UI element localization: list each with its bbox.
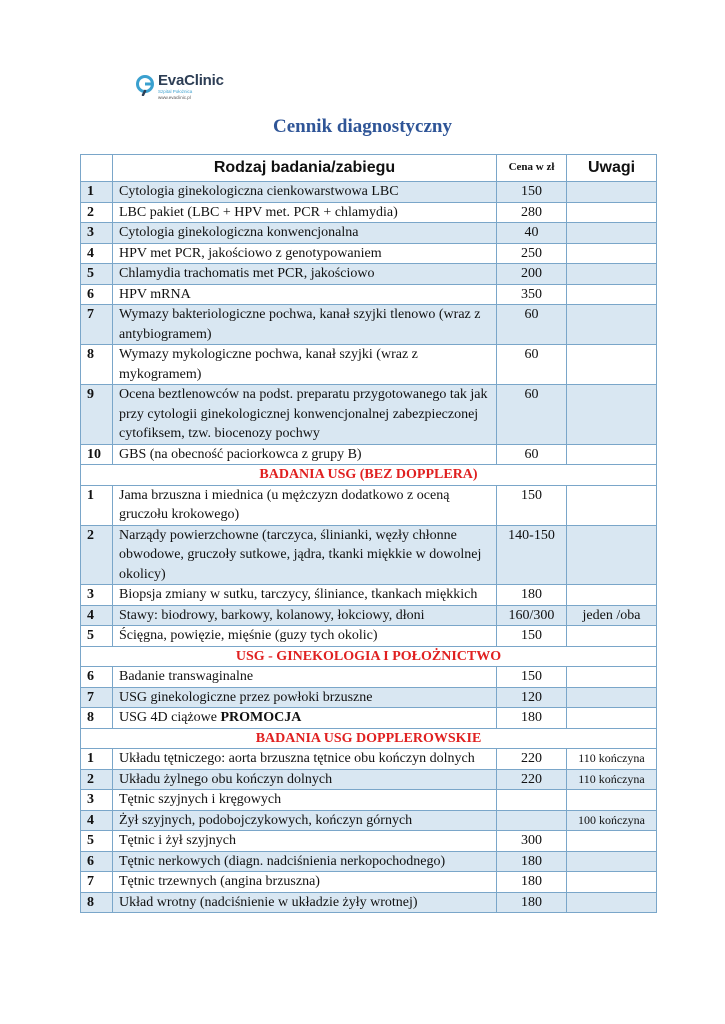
row-number: 4 xyxy=(81,243,113,264)
row-description-text: Wymazy mykologiczne pochwa, kanał szyjki (wraz z mykogramem) xyxy=(119,347,418,382)
row-price xyxy=(497,810,567,831)
row-number: 1 xyxy=(81,182,113,203)
row-note xyxy=(567,667,657,688)
row-price: 220 xyxy=(497,749,567,770)
row-price: 120 xyxy=(497,687,567,708)
row-description xyxy=(113,385,497,445)
row-description xyxy=(113,345,497,385)
row-description xyxy=(113,892,497,913)
row-description xyxy=(113,444,497,465)
table-row xyxy=(81,687,657,708)
row-price: 180 xyxy=(497,851,567,872)
row-price: 180 xyxy=(497,872,567,893)
table-row xyxy=(81,345,657,385)
row-note xyxy=(567,182,657,203)
row-price: 40 xyxy=(497,223,567,244)
row-note xyxy=(567,525,657,585)
promo-label: PROMOCJA xyxy=(220,710,302,725)
row-note xyxy=(567,485,657,525)
table-row xyxy=(81,892,657,913)
row-description xyxy=(113,749,497,770)
row-price: 350 xyxy=(497,284,567,305)
row-price xyxy=(497,790,567,811)
row-number: 4 xyxy=(81,605,113,626)
row-description xyxy=(113,202,497,223)
section-heading-row xyxy=(81,465,657,486)
table-row xyxy=(81,385,657,445)
row-note xyxy=(567,444,657,465)
row-number: 2 xyxy=(81,769,113,790)
row-note xyxy=(567,851,657,872)
row-description-text: Ocena beztlenowców na podst. preparatu przygotowanego tak jak przy cytologii ginekologicznej konwencjonalnej zabezpieczonej cytofiksem, tzw. biocenozy pochwy xyxy=(119,387,488,441)
table-row xyxy=(81,749,657,770)
row-number: 1 xyxy=(81,485,113,525)
row-note xyxy=(567,585,657,606)
row-note xyxy=(567,345,657,385)
row-note xyxy=(567,892,657,913)
row-note xyxy=(567,264,657,285)
row-note: 110 kończyna xyxy=(567,749,657,770)
row-number: 3 xyxy=(81,223,113,244)
header-number xyxy=(81,155,113,182)
row-price: 160/300 xyxy=(497,605,567,626)
row-description xyxy=(113,264,497,285)
row-number: 8 xyxy=(81,892,113,913)
row-price: 300 xyxy=(497,831,567,852)
table-row xyxy=(81,667,657,688)
header-price: Cena w zł xyxy=(497,155,567,182)
row-description-text: LBC pakiet (LBC + HPV met. PCR + chlamydia) xyxy=(119,204,398,220)
row-price: 60 xyxy=(497,385,567,445)
row-description xyxy=(113,525,497,585)
section-heading-row xyxy=(81,728,657,749)
price-table-body xyxy=(81,182,657,913)
evaclinic-logo-icon xyxy=(135,74,155,96)
row-number: 10 xyxy=(81,444,113,465)
row-number: 5 xyxy=(81,264,113,285)
row-price: 180 xyxy=(497,708,567,729)
row-description-text: Układ wrotny (nadciśnienie w układzie żyły wrotnej) xyxy=(119,894,418,910)
row-note xyxy=(567,284,657,305)
row-price: 180 xyxy=(497,892,567,913)
row-description-text: Biopsja zmiany w sutku, tarczycy, śliniance, tkankach miękkich xyxy=(119,587,478,602)
table-row xyxy=(81,264,657,285)
row-description-text: USG 4D ciążowe xyxy=(119,710,217,725)
row-description xyxy=(113,831,497,852)
row-number: 2 xyxy=(81,202,113,223)
row-description-text: HPV met PCR, jakościowo z genotypowaniem xyxy=(119,245,382,261)
row-description-text: Cytologia ginekologiczna konwencjonalna xyxy=(119,225,359,240)
row-number: 7 xyxy=(81,687,113,708)
row-price: 200 xyxy=(497,264,567,285)
row-number: 9 xyxy=(81,385,113,445)
row-note xyxy=(567,243,657,264)
row-description xyxy=(113,872,497,893)
row-note xyxy=(567,708,657,729)
row-description-text: Tętnic szyjnych i kręgowych xyxy=(119,792,282,807)
row-number: 6 xyxy=(81,851,113,872)
table-row xyxy=(81,626,657,647)
row-number: 1 xyxy=(81,749,113,770)
row-description xyxy=(113,243,497,264)
row-price: 180 xyxy=(497,585,567,606)
logo-tagline: Szpital Położnica xyxy=(158,89,193,94)
table-row xyxy=(81,810,657,831)
row-description-text: Tętnic nerkowych (diagn. nadciśnienia nerkopochodnego) xyxy=(119,853,446,869)
table-row xyxy=(81,182,657,203)
row-price: 150 xyxy=(497,182,567,203)
table-row xyxy=(81,585,657,606)
row-description-text: Tętnic trzewnych (angina brzuszna) xyxy=(119,874,320,889)
row-description-text: GBS (na obecność paciorkowca z grupy B) xyxy=(119,446,362,462)
row-note xyxy=(567,305,657,345)
table-row xyxy=(81,708,657,729)
row-note xyxy=(567,626,657,647)
row-description xyxy=(113,223,497,244)
table-row xyxy=(81,284,657,305)
row-description xyxy=(113,667,497,688)
row-description-text: Układu żylnego obu kończyn dolnych xyxy=(119,771,333,787)
header-procedure: Rodzaj badania/zabiegu xyxy=(113,155,497,182)
row-price: 60 xyxy=(497,345,567,385)
row-price: 150 xyxy=(497,667,567,688)
row-price: 280 xyxy=(497,202,567,223)
row-price: 60 xyxy=(497,305,567,345)
section-heading: BADANIA USG (BEZ DOPPLERA) xyxy=(81,465,657,486)
row-description-text: HPV mRNA xyxy=(119,286,191,302)
row-note xyxy=(567,202,657,223)
logo-name: EvaClinic xyxy=(158,72,224,89)
row-number: 7 xyxy=(81,872,113,893)
row-description xyxy=(113,708,497,729)
row-description xyxy=(113,851,497,872)
row-price: 150 xyxy=(497,485,567,525)
section-heading: USG - GINEKOLOGIA I POŁOŻNICTWO xyxy=(81,646,657,667)
row-description-text: Cytologia ginekologiczna cienkowarstwowa LBC xyxy=(119,184,399,199)
row-description-text: Wymazy bakteriologiczne pochwa, kanał szyjki tlenowo (wraz z antybiogramem) xyxy=(119,307,481,342)
row-number: 5 xyxy=(81,626,113,647)
table-row xyxy=(81,223,657,244)
row-note xyxy=(567,687,657,708)
row-description-text: Ścięgna, powięzie, mięśnie (guzy tych okolic) xyxy=(119,628,378,643)
row-number: 7 xyxy=(81,305,113,345)
row-number: 6 xyxy=(81,667,113,688)
row-note: 110 kończyna xyxy=(567,769,657,790)
row-note xyxy=(567,385,657,445)
row-description xyxy=(113,305,497,345)
row-price: 140-150 xyxy=(497,525,567,585)
row-number: 2 xyxy=(81,525,113,585)
row-number: 4 xyxy=(81,810,113,831)
row-description-text: Chlamydia trachomatis met PCR, jakościowo xyxy=(119,266,375,281)
table-row xyxy=(81,485,657,525)
row-description-text: Narządy powierzchowne (tarczyca, ślinianki, węzły chłonne obwodowe, gruczoły sutkowe, jądra, tkanki miękkie w dowolnej okolicy) xyxy=(119,527,482,582)
clinic-logo xyxy=(135,72,224,101)
table-row xyxy=(81,444,657,465)
table-row xyxy=(81,872,657,893)
row-description-text: Stawy: biodrowy, barkowy, kolanowy, łokciowy, dłoni xyxy=(119,607,425,623)
row-description xyxy=(113,687,497,708)
header-notes: Uwagi xyxy=(567,155,657,182)
row-number: 8 xyxy=(81,708,113,729)
row-number: 5 xyxy=(81,831,113,852)
row-description-text: USG ginekologiczne przez powłoki brzuszne xyxy=(119,689,373,705)
row-number: 3 xyxy=(81,790,113,811)
section-heading-row xyxy=(81,646,657,667)
row-description-text: Układu tętniczego: aorta brzuszna tętnice obu kończyn dolnych xyxy=(119,751,475,766)
row-note: 100 kończyna xyxy=(567,810,657,831)
row-number: 3 xyxy=(81,585,113,606)
row-note xyxy=(567,831,657,852)
row-description-text: Żył szyjnych, podobojczykowych, kończyn górnych xyxy=(119,812,413,828)
table-row xyxy=(81,851,657,872)
row-description xyxy=(113,605,497,626)
row-description-text: Badanie transwaginalne xyxy=(119,669,254,684)
table-row xyxy=(81,305,657,345)
table-row xyxy=(81,243,657,264)
row-description xyxy=(113,769,497,790)
row-description xyxy=(113,790,497,811)
row-description xyxy=(113,485,497,525)
price-table xyxy=(80,154,657,913)
row-description xyxy=(113,626,497,647)
table-row xyxy=(81,605,657,626)
row-description-text: Jama brzuszna i miednica (u mężczyzn dodatkowo z oceną gruczołu krokowego) xyxy=(119,487,450,522)
row-note: jeden /oba xyxy=(567,605,657,626)
page-title: Cennik diagnostyczny xyxy=(273,116,452,137)
row-price: 220 xyxy=(497,769,567,790)
table-row xyxy=(81,790,657,811)
row-note xyxy=(567,790,657,811)
row-number: 6 xyxy=(81,284,113,305)
table-row xyxy=(81,202,657,223)
row-number: 8 xyxy=(81,345,113,385)
row-note xyxy=(567,872,657,893)
table-row xyxy=(81,831,657,852)
row-description xyxy=(113,585,497,606)
row-note xyxy=(567,223,657,244)
row-description xyxy=(113,810,497,831)
logo-url: www.evaclinic.pl xyxy=(158,95,191,100)
row-price: 60 xyxy=(497,444,567,465)
row-description-text: Tętnic i żył szyjnych xyxy=(119,833,237,848)
row-price: 150 xyxy=(497,626,567,647)
row-description xyxy=(113,284,497,305)
table-row xyxy=(81,525,657,585)
row-description xyxy=(113,182,497,203)
row-price: 250 xyxy=(497,243,567,264)
section-heading: BADANIA USG DOPPLEROWSKIE xyxy=(81,728,657,749)
table-row xyxy=(81,769,657,790)
table-header-row xyxy=(81,155,657,182)
